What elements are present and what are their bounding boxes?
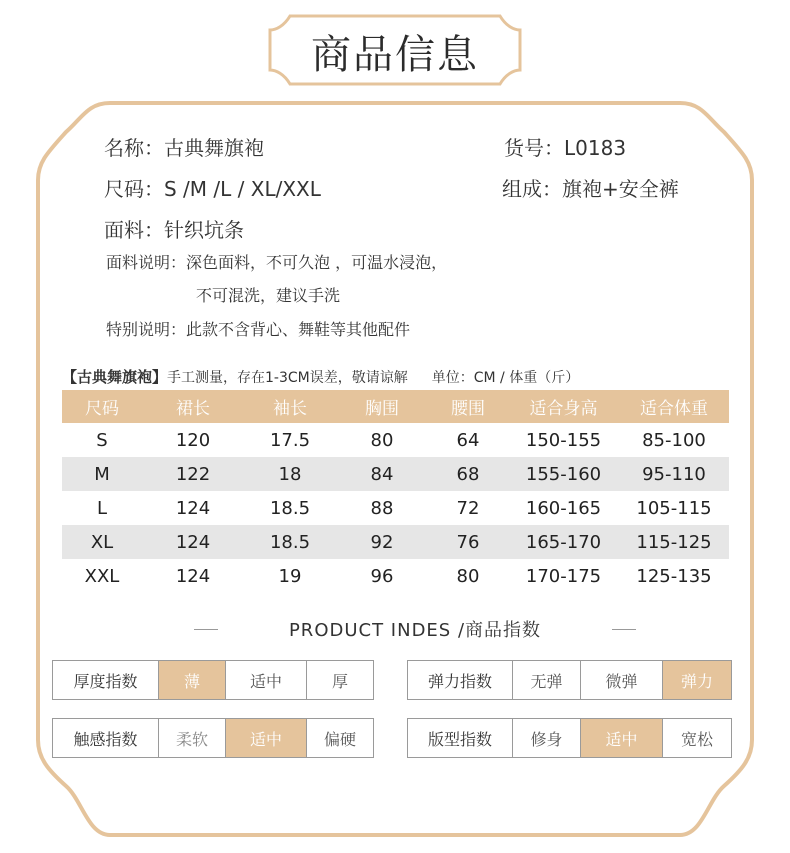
table-cell: 85-100	[642, 429, 706, 451]
size-table	[62, 390, 729, 593]
divider-line	[612, 629, 636, 630]
elasticity-index	[407, 660, 732, 700]
table-cell: 76	[456, 531, 480, 553]
table-cell: XL	[90, 531, 114, 553]
touch-option-firm: 偏硬	[306, 719, 373, 757]
table-cell: 18	[278, 463, 302, 485]
table-cell: 155-160	[525, 463, 602, 485]
table-cell: M	[94, 463, 110, 485]
composition: 组成：旗袍+安全裤	[502, 177, 679, 201]
table-cell: 80	[370, 429, 394, 451]
size-range: 尺码：S /M /L / XL/XXL	[104, 177, 321, 201]
table-title-note: 手工测量，存在1-3CM误差，敬请谅解	[167, 370, 408, 386]
table-cell: 92	[370, 531, 394, 553]
touch-index	[52, 718, 374, 758]
header-cell: 裙长	[176, 399, 210, 419]
thickness-index-label: 厚度指数	[73, 671, 138, 691]
table-cell: 124	[175, 497, 211, 519]
table-cell: 165-170	[525, 531, 602, 553]
fabric-note-line2: 不可混洗，建议手洗	[196, 286, 341, 305]
fabric-note-line1: 面料说明：深色面料，不可久泡 ，可温水浸泡，	[106, 253, 448, 272]
fit-option-loose: 宽松	[662, 719, 731, 757]
table-cell: 19	[278, 565, 302, 587]
item-number: 货号：L0183	[504, 136, 627, 160]
thickness-option-thin: 薄	[158, 661, 225, 699]
header-cell: 适合身高	[529, 399, 598, 419]
touch-index-label: 触感指数	[73, 729, 138, 749]
product-index-title: PRODUCT INDES /商品指数	[288, 620, 542, 641]
table-cell: 95-110	[642, 463, 706, 485]
fit-option-regular: 适中	[580, 719, 662, 757]
table-row	[62, 491, 729, 525]
table-cell: 72	[456, 497, 480, 519]
header-cell: 腰围	[451, 399, 485, 419]
table-row	[62, 457, 729, 491]
thickness-index	[52, 660, 374, 700]
table-cell: 120	[175, 429, 211, 451]
table-row	[62, 525, 729, 559]
page-title: 商品信息	[311, 31, 479, 78]
table-row	[62, 423, 729, 457]
table-cell: S	[96, 429, 108, 451]
touch-option-medium: 适中	[225, 719, 306, 757]
size-table-title	[62, 366, 579, 387]
table-cell: 68	[456, 463, 480, 485]
elasticity-index-label: 弹力指数	[427, 671, 492, 691]
table-title-bold: 【古典舞旗袍】	[62, 368, 168, 386]
elasticity-option-stretch: 弹力	[662, 661, 731, 699]
fit-index	[407, 718, 732, 758]
product-name: 名称：古典舞旗袍	[104, 136, 264, 160]
table-cell: 88	[370, 497, 394, 519]
table-cell: 96	[370, 565, 394, 587]
touch-option-soft: 柔软	[158, 719, 225, 757]
elasticity-option-slight: 微弹	[580, 661, 662, 699]
table-cell: 115-125	[636, 531, 712, 553]
fit-option-slim: 修身	[512, 719, 580, 757]
table-cell: XXL	[84, 565, 120, 587]
elasticity-option-none: 无弹	[512, 661, 580, 699]
table-cell: 64	[456, 429, 480, 451]
header-cell: 适合体重	[640, 399, 708, 419]
fit-index-label: 版型指数	[427, 729, 492, 749]
table-header-row	[62, 390, 729, 423]
thickness-option-thick: 厚	[306, 661, 373, 699]
thickness-option-medium: 适中	[225, 661, 306, 699]
table-cell: 124	[175, 565, 211, 587]
table-cell: 80	[456, 565, 480, 587]
special-note: 特别说明：此款不含背心、舞鞋等其他配件	[106, 320, 411, 339]
product-index-heading	[190, 616, 640, 642]
table-cell: 17.5	[269, 429, 311, 451]
table-cell: 124	[175, 531, 211, 553]
header-cell: 袖长	[273, 399, 307, 419]
table-unit: 单位：CM / 体重（斤）	[431, 370, 580, 386]
table-cell: 122	[175, 463, 211, 485]
table-cell: 170-175	[525, 565, 602, 587]
table-cell: 105-115	[636, 497, 712, 519]
table-cell: 150-155	[525, 429, 602, 451]
table-row	[62, 559, 729, 593]
header-cell: 尺码	[85, 399, 119, 419]
header-cell: 胸围	[365, 399, 399, 419]
table-cell: 160-165	[525, 497, 602, 519]
fabric: 面料：针织坑条	[104, 218, 244, 242]
table-cell: 18.5	[269, 497, 311, 519]
table-cell: L	[96, 497, 108, 519]
table-cell: 18.5	[269, 531, 311, 553]
table-cell: 84	[370, 463, 394, 485]
table-cell: 125-135	[636, 565, 712, 587]
